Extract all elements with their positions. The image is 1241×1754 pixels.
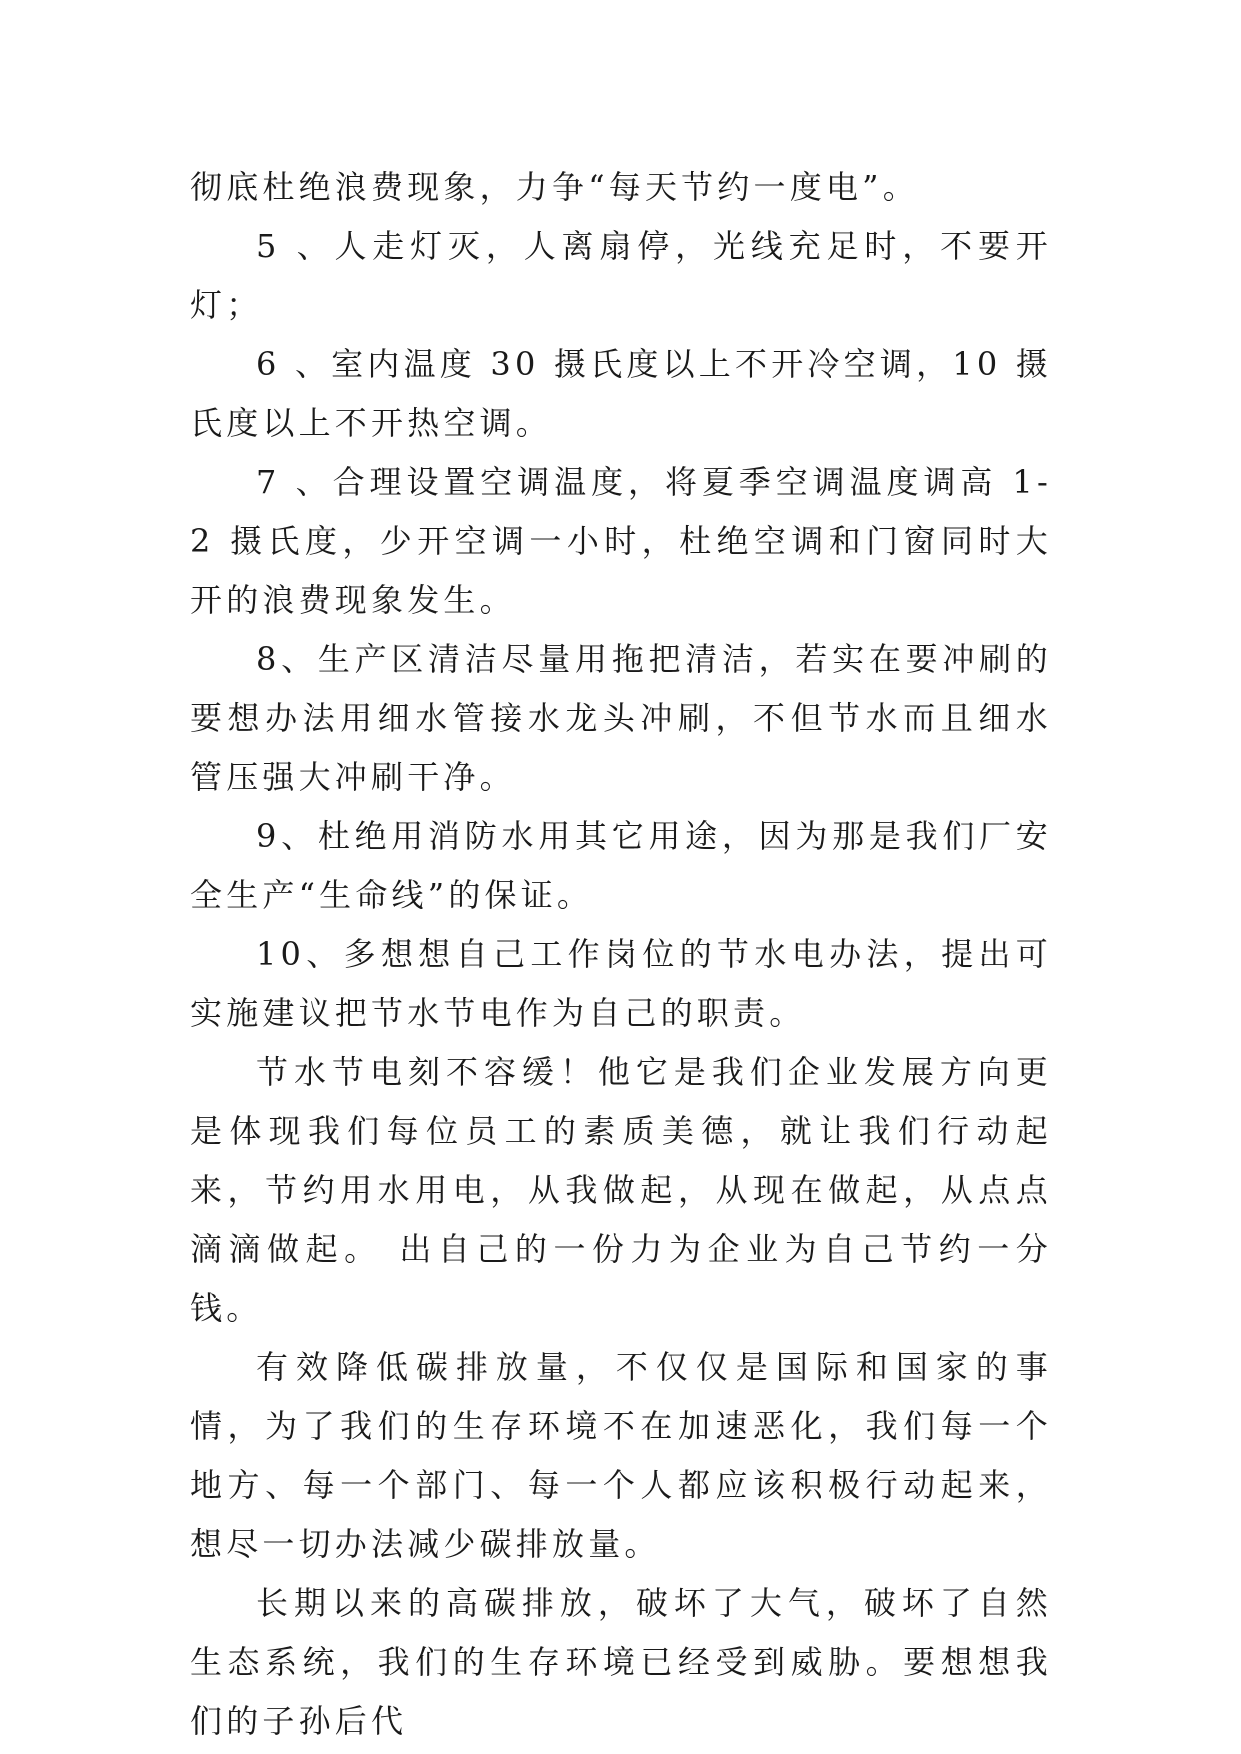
paragraph-5: 8、生产区清洁尽量用拖把清洁，若实在要冲刷的要想办法用细水管接水龙头冲刷，不但节水而且细水管压强大冲刷干净。 [190, 640, 1052, 796]
paragraph-9: 有效降低碳排放量，不仅仅是国际和国家的事情，为了我们的生存环境不在加速恶化，我们每一个地方、每一个部门、每一个人都应该积极行动起来，想尽一切办法减少碳排放量。 [190, 1348, 1052, 1563]
paragraph-7: 10、多想想自己工作岗位的节水电办法，提出可实施建议把节水节电作为自己的职责。 [190, 935, 1052, 1032]
paragraph-3: 6 、室内温度 30 摄氏度以上不开冷空调，10 摄氏度以上不开热空调。 [190, 345, 1052, 442]
paragraph-4: 7 、合理设置空调温度，将夏季空调温度调高 1-2 摄氏度，少开空调一小时，杜绝空调和门窗同时大开的浪费现象发生。 [190, 463, 1052, 619]
paragraph-6: 9、杜绝用消防水用其它用途，因为那是我们厂安全生产“生命线”的保证。 [190, 817, 1052, 914]
paragraph-1: 彻底杜绝浪费现象，力争“每天节约一度电”。 [190, 168, 919, 206]
paragraph-8: 节水节电刻不容缓！他它是我们企业发展方向更是体现我们每位员工的素质美德，就让我们行动起来，节约用水用电，从我做起，从现在做起，从点点滴滴做起。 出自己的一份力为企业为自己节约一分钱。 [190, 1053, 1052, 1327]
paragraph-2: 5 、人走灯灭，人离扇停，光线充足时，不要开灯； [190, 227, 1052, 324]
paragraph-10: 长期以来的高碳排放，破坏了大气，破坏了自然生态系统，我们的生存环境已经受到威胁。要想想我们的子孙后代 [190, 1584, 1052, 1740]
document-body [190, 158, 1052, 1751]
